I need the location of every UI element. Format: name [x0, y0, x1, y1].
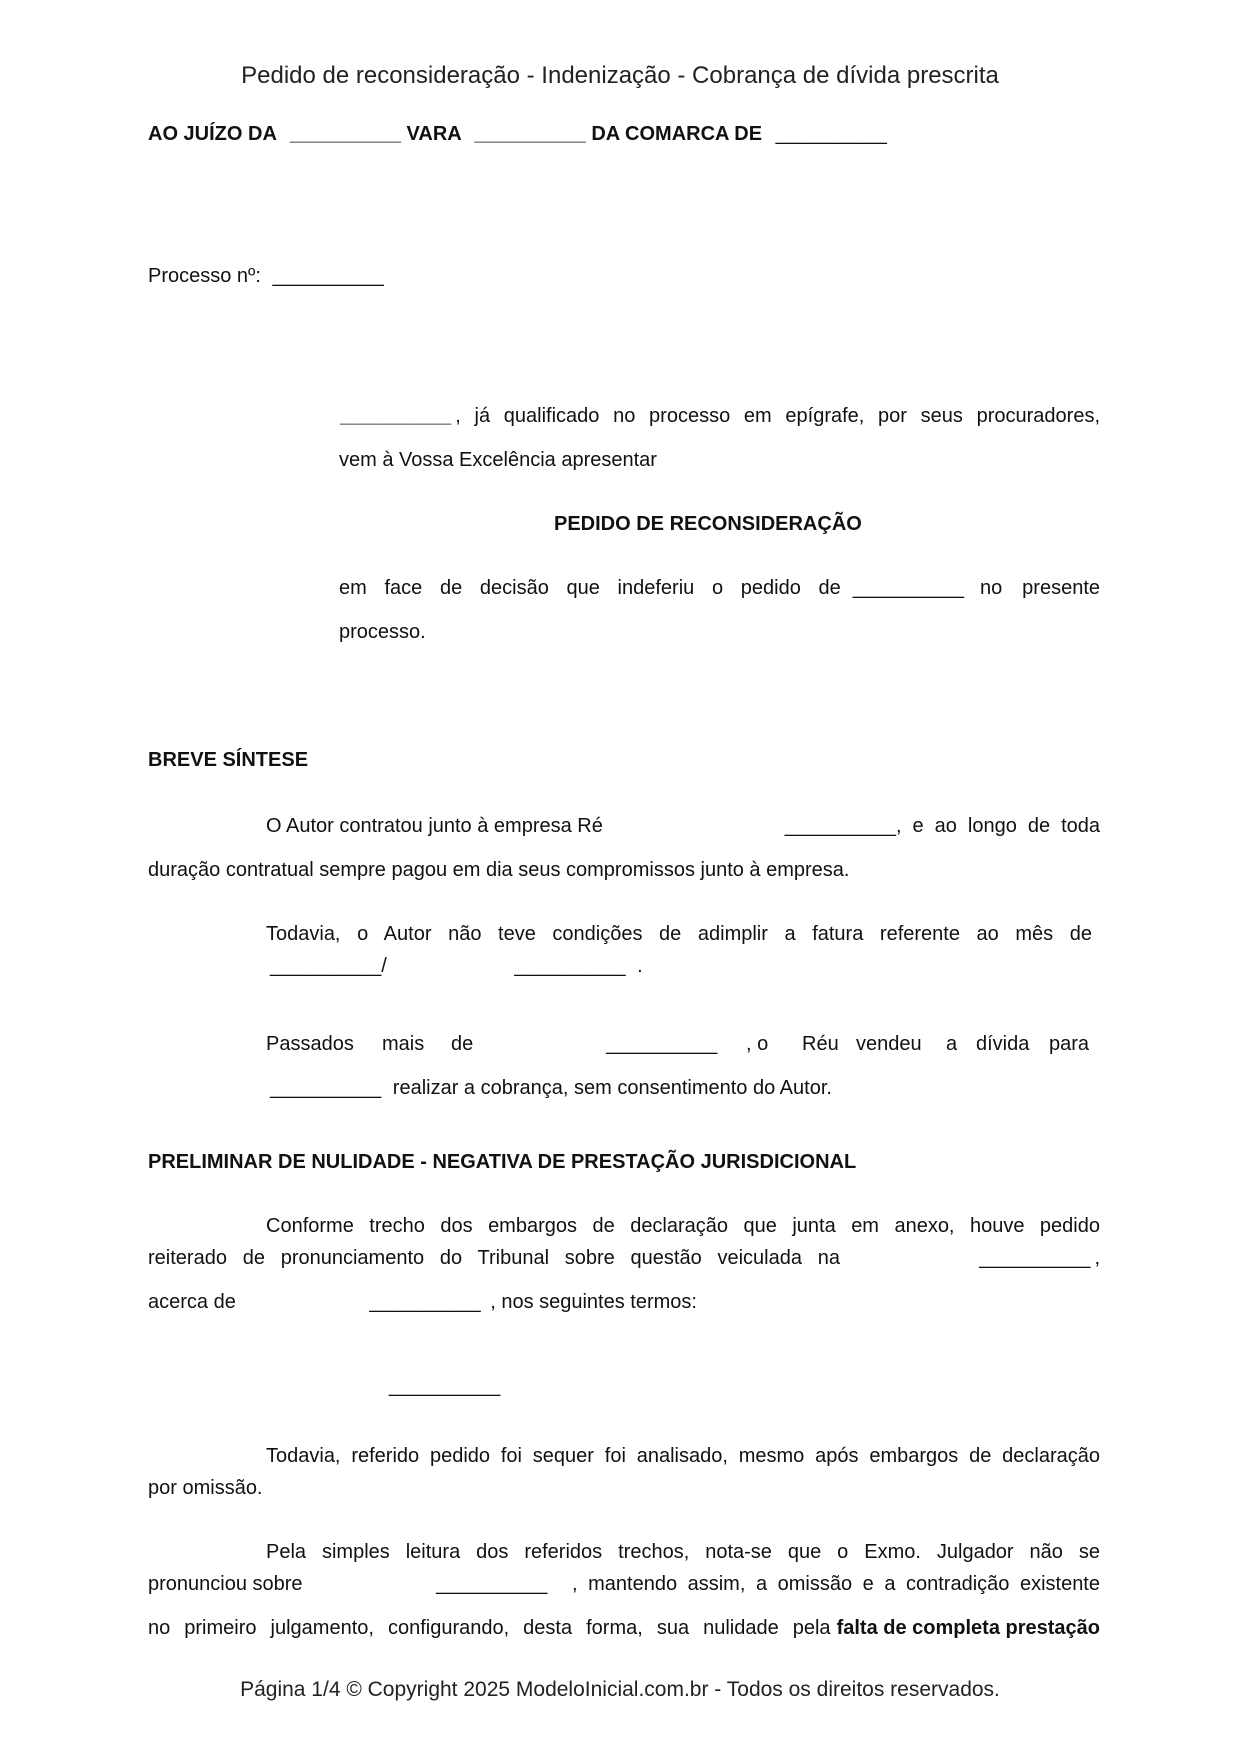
p2-line-1: Todavia, o Autor não teve condições de adimplir a fatura referente ao mês de: [266, 923, 1092, 945]
face-text: em face de decisão que indeferiu o pedido de: [339, 577, 841, 599]
p3-blank-1[interactable]: __________: [606, 1033, 718, 1055]
p3-line-2-text: realizar a cobrança, sem consentimento do Autor.: [392, 1077, 832, 1099]
p3-w6: vendeu: [856, 1033, 922, 1055]
p2-blank-2[interactable]: __________: [514, 955, 626, 977]
p4-blank-1[interactable]: __________: [979, 1247, 1091, 1269]
p1-line-1: [266, 814, 1100, 838]
petition-title: PEDIDO DE RECONSIDERAÇÃO: [554, 513, 862, 535]
p3-w5: Réu: [802, 1033, 839, 1055]
p6-line-2-end: , mantendo assim, a omissão e a contradição existente: [572, 1573, 1100, 1595]
p2-blank-1[interactable]: __________: [270, 955, 382, 977]
p2-line-2: [270, 954, 643, 978]
p3-w8: dívida: [976, 1033, 1030, 1055]
p3-w3: de: [451, 1033, 474, 1055]
address-blank-1[interactable]: __________: [289, 123, 401, 145]
p6-line-3-text: no primeiro julgamento, configurando, desta forma, sua nulidade pela: [148, 1617, 831, 1639]
p2-end: .: [637, 955, 643, 977]
p4-line-2-text: reiterado de pronunciamento do Tribunal sobre questão veiculada na: [148, 1247, 840, 1269]
p4-blank-2[interactable]: __________: [369, 1291, 481, 1313]
p4-line-3: [148, 1290, 697, 1314]
address-blank-3[interactable]: __________: [775, 123, 887, 145]
section-breve-sintese: BREVE SÍNTESE: [148, 749, 309, 771]
p1-text-2: , e ao longo de toda: [896, 815, 1100, 837]
document-header-title: Pedido de reconsideração - Indenização - Cobrança de dívida prescrita: [241, 62, 999, 89]
p4-quote-blank[interactable]: __________: [389, 1375, 501, 1397]
address-comarca: DA COMARCA DE: [591, 123, 763, 145]
p2-slash: /: [381, 955, 387, 977]
address-line: [148, 122, 887, 146]
intro-party-blank[interactable]: __________: [340, 405, 452, 427]
p3-blank-2[interactable]: __________: [270, 1077, 382, 1099]
face-line-2: processo.: [339, 621, 426, 643]
p1-blank[interactable]: __________: [784, 815, 896, 837]
address-vara: VARA: [406, 123, 461, 145]
p6-line-3: [148, 1616, 1100, 1640]
section-preliminar: PRELIMINAR DE NULIDADE - NEGATIVA DE PRESTAÇÃO JURISDICIONAL: [148, 1151, 857, 1173]
p1-text-1: O Autor contratou junto à empresa Ré: [266, 815, 603, 837]
p4-line-2: [148, 1246, 1100, 1270]
p6-line-3-bold: falta de completa prestação: [836, 1617, 1100, 1639]
p3-w9: para: [1049, 1033, 1090, 1055]
p3-w1: Passados: [266, 1033, 354, 1055]
p3-line-2: [270, 1076, 832, 1100]
p6-line-2-text: pronunciou sobre: [148, 1573, 303, 1595]
p3-w7: a: [946, 1033, 958, 1055]
face-blank[interactable]: __________: [852, 577, 964, 599]
processo-line: [148, 264, 384, 288]
processo-label: Processo nº:: [148, 265, 261, 287]
p5-line-2: por omissão.: [148, 1477, 263, 1499]
p6-blank[interactable]: __________: [436, 1573, 548, 1595]
processo-blank[interactable]: __________: [272, 265, 384, 287]
p3-w4: , o: [746, 1033, 769, 1055]
p6-line-1: Pela simples leitura dos referidos trechos, nota-se que o Exmo. Julgador não se: [266, 1541, 1100, 1563]
address-blank-2[interactable]: __________: [474, 123, 586, 145]
p1-line-2: duração contratual sempre pagou em dia seus compromissos junto à empresa.: [148, 859, 850, 881]
intro-line-1: [340, 404, 1100, 428]
face-line-1: [339, 576, 1100, 600]
p4-line-1: Conforme trecho dos embargos de declaração que junta em anexo, houve pedido: [266, 1215, 1100, 1237]
address-ao-juizo: AO JUÍZO DA: [148, 123, 277, 145]
face-end: no presente: [980, 577, 1100, 599]
p6-line-2: [148, 1572, 547, 1596]
p5-line-1: Todavia, referido pedido foi sequer foi analisado, mesmo após embargos de declaração: [266, 1445, 1100, 1467]
page-footer: Página 1/4 © Copyright 2025 ModeloInicial.com.br - Todos os direitos reservados.: [240, 1678, 1000, 1701]
p4-comma: ,: [1094, 1247, 1100, 1269]
p3-w2: mais: [382, 1033, 425, 1055]
intro-line-2: vem à Vossa Excelência apresentar: [339, 449, 657, 471]
p4-line-3-text: acerca de: [148, 1291, 236, 1313]
intro-text: , já qualificado no processo em epígrafe, por seus procuradores,: [455, 405, 1100, 427]
p4-line-3-end: , nos seguintes termos:: [490, 1291, 697, 1313]
